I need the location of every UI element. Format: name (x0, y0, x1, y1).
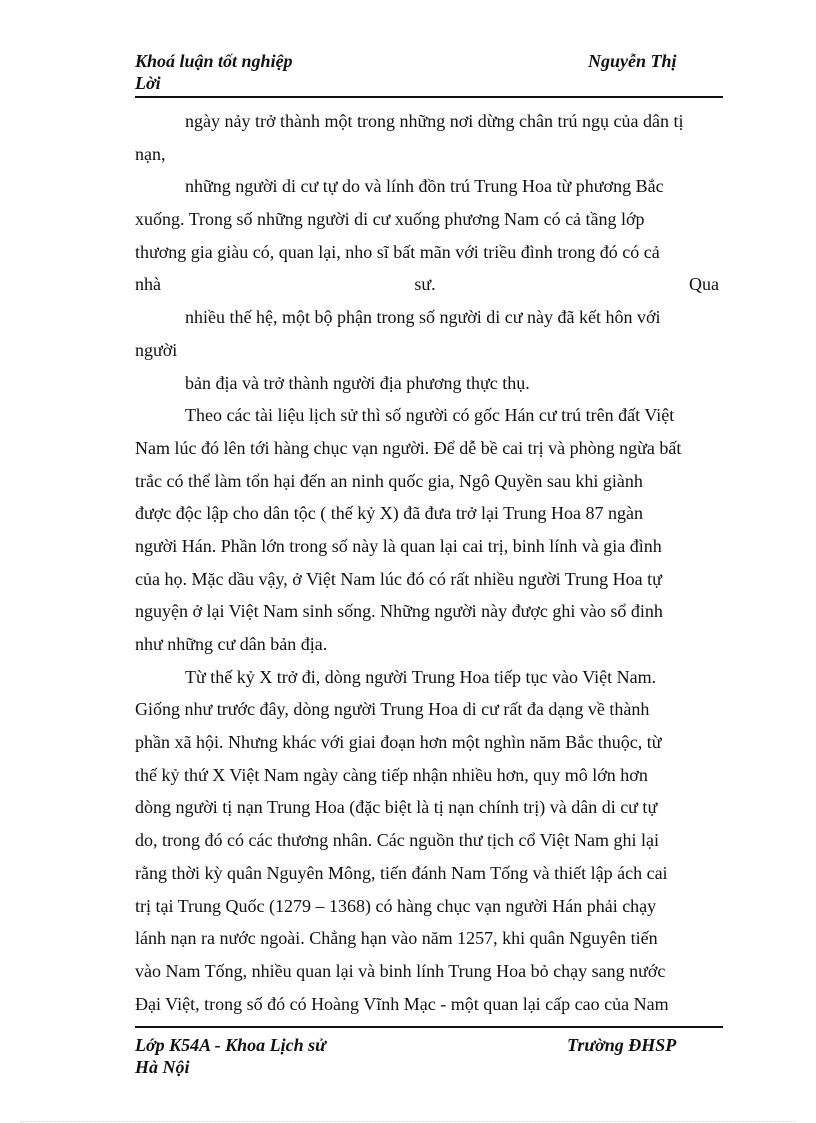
text-line: vào Nam Tống, nhiều quan lại và binh lính Trung Hoa bỏ chạy sang nước (135, 960, 666, 981)
text-line: bản địa và trở thành người địa phương thực thụ. (185, 372, 530, 393)
text-line: người Hán. Phần lớn trong số này là quan lại cai trị, binh lính và gia đình (135, 535, 662, 556)
footer-university: Trường ĐHSP (567, 1035, 677, 1055)
text-line: xuống. Trong số những người di cư xuống phương Nam có cả tầng lớp (135, 209, 645, 230)
text-line: ngày nảy trở thành một trong những nơi dừng chân trú ngụ của dân tị (185, 111, 684, 131)
footer-class-faculty: Lớp K54A - Khoa Lịch sử (135, 1035, 326, 1055)
body-text (135, 105, 719, 1020)
text-word: nhà (135, 274, 161, 295)
text-line: của họ. Mặc dầu vậy, ở Việt Nam lúc đó có rất nhiều người Trung Hoa tự (135, 568, 662, 589)
footer-city: Hà Nội (135, 1057, 190, 1077)
text-line: những người di cư tự do và lính đồn trú Trung Hoa từ phương Bắc (185, 176, 664, 197)
header-thesis-title: Khoá luận tốt nghiệp (135, 51, 293, 71)
text-line: nạn, (135, 143, 166, 164)
text-word: Qua (688, 274, 719, 295)
text-line: nhiều thế hệ, một bộ phận trong số người di cư này đã kết hôn với (185, 307, 661, 328)
header-author: Nguyễn Thị (588, 51, 677, 71)
page-header (135, 50, 723, 94)
text-line: dòng người tị nạn Trung Hoa (đặc biệt là tị nạn chính trị) và dân di cư tự (135, 797, 658, 818)
text-line: nguyện ở lại Việt Nam sinh sống. Những người này được ghi vào sổ đinh (135, 601, 663, 622)
text-line: Theo các tài liệu lịch sử thì số người có gốc Hán cư trú trên đất Việt (185, 405, 675, 426)
text-line: phần xã hội. Nhưng khác với giai đoạn hơn một nghìn năm Bắc thuộc, từ (135, 732, 662, 753)
text-line: rằng thời kỳ quân Nguyên Mông, tiến đánh Nam Tống và thiết lập ách cai (135, 862, 668, 883)
page-bottom-dotted-border (20, 1121, 796, 1122)
text-line: lánh nạn ra nước ngoài. Chẳng hạn vào năm 1257, khi quân Nguyên tiến (135, 928, 658, 949)
header-rule (135, 96, 723, 98)
text-line: được độc lập cho dân tộc ( thế kỷ X) đã đưa trở lại Trung Hoa 87 ngàn (135, 503, 643, 524)
text-line: như những cư dân bản địa. (135, 634, 328, 654)
text-line: người (135, 339, 178, 360)
text-line: thương gia giàu có, quan lại, nho sĩ bất mãn với triều đình trong đó có cả (135, 241, 660, 262)
text-line: Đại Việt, trong số đó có Hoàng Vĩnh Mạc - một quan lại cấp cao của Nam (135, 993, 669, 1014)
text-line: Nam lúc đó lên tới hàng chục vạn người. Để dễ bề cai trị và phòng ngừa bất (135, 437, 682, 458)
text-word: sư. (414, 274, 436, 295)
text-line (135, 268, 719, 301)
text-line: trắc có thể làm tổn hại đến an ninh quốc gia, Ngô Quyền sau khi giành (135, 470, 643, 491)
text-line: do, trong đó có các thương nhân. Các nguồn thư tịch cổ Việt Nam ghi lại (135, 830, 660, 851)
footer-rule (135, 1026, 723, 1028)
text-line: thế kỷ thứ X Việt Nam ngày càng tiếp nhận nhiều hơn, quy mô lớn hơn (135, 764, 648, 785)
page-footer (135, 1034, 723, 1078)
text-line: trị tại Trung Quốc (1279 – 1368) có hàng chục vạn người Hán phải chạy (135, 895, 657, 916)
text-line: Giống như trước đây, dòng người Trung Hoa di cư rất đa dạng về thành (135, 699, 650, 720)
header-thesis-title-continued: Lời (135, 73, 161, 93)
text-line: Từ thế kỷ X trở đi, dòng người Trung Hoa tiếp tục vào Việt Nam. (185, 666, 657, 687)
